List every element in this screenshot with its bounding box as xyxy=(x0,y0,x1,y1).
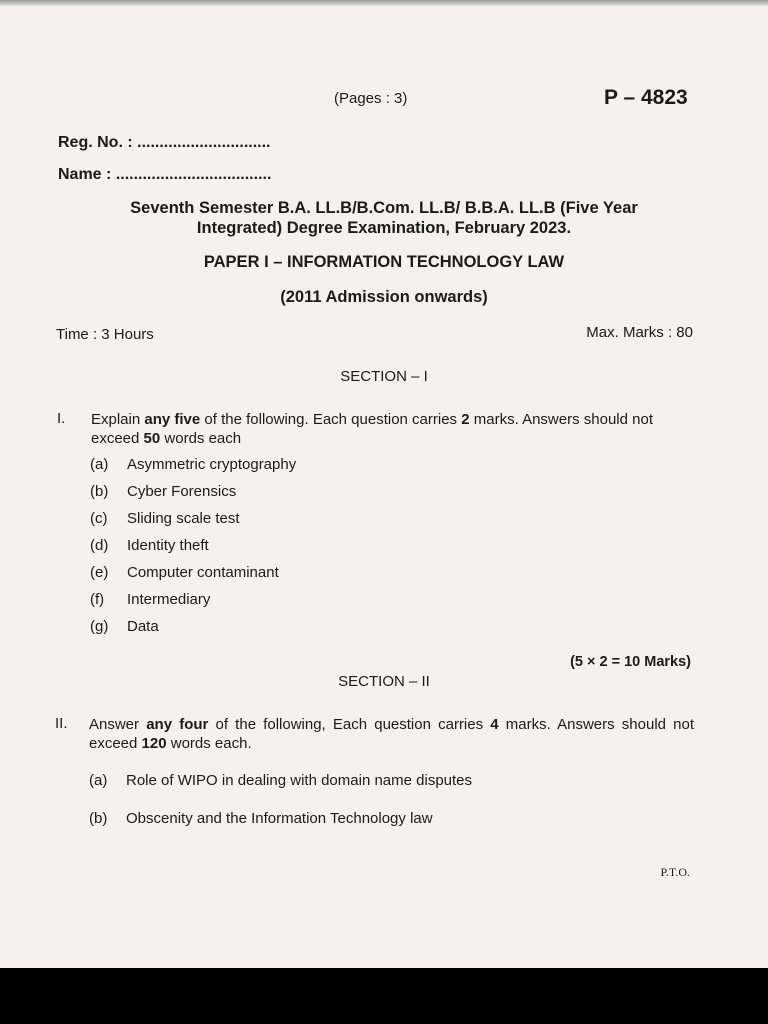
section-1-heading: SECTION – I xyxy=(340,368,428,385)
item-text: Obscenity and the Information Technology law xyxy=(126,810,433,827)
question-2-number: II. xyxy=(55,715,68,732)
question-1-number: I. xyxy=(57,410,66,427)
item-label: (g) xyxy=(90,618,109,635)
instr-emphasis: any four xyxy=(146,716,209,733)
max-marks: Max. Marks : 80 xyxy=(586,324,693,341)
item-label: (b) xyxy=(89,810,108,827)
question-1-instruction xyxy=(91,410,696,448)
item-text: Role of WIPO in dealing with domain name disputes xyxy=(126,772,473,789)
item-label: (a) xyxy=(89,772,108,789)
item-text: Cyber Forensics xyxy=(127,483,237,500)
name-label: Name : xyxy=(58,166,112,183)
name-field xyxy=(58,166,271,184)
item-text: Computer contaminant xyxy=(127,564,279,581)
scan-top-edge xyxy=(0,0,768,6)
reg-no-field xyxy=(58,134,270,152)
instr-emphasis: any five xyxy=(144,411,201,428)
admission-note: (2011 Admission onwards) xyxy=(280,288,488,306)
reg-no-dots: .............................. xyxy=(137,134,271,151)
item-label: (f) xyxy=(90,591,105,608)
item-text: Identity theft xyxy=(127,537,209,554)
page-count: (Pages : 3) xyxy=(334,90,408,107)
instr-text: of the following. Each question carries xyxy=(200,411,462,428)
instr-text: words each xyxy=(160,430,242,447)
list-item xyxy=(90,564,279,581)
instr-emphasis: 4 xyxy=(490,716,499,733)
list-item xyxy=(90,510,240,527)
please-turn-over: P.T.O. xyxy=(660,865,690,879)
list-item xyxy=(90,483,236,500)
item-label: (b) xyxy=(90,483,109,500)
list-item xyxy=(90,537,209,554)
list-item xyxy=(90,456,296,473)
list-item xyxy=(90,591,210,608)
instr-text: words each. xyxy=(166,735,252,752)
instr-emphasis: 120 xyxy=(141,735,167,752)
instr-text: marks. Answers should not exceed xyxy=(89,716,694,752)
paper-code: P – 4823 xyxy=(604,86,688,109)
item-label: (e) xyxy=(90,564,109,581)
question-2-instruction xyxy=(89,715,694,753)
list-item xyxy=(89,772,472,789)
exam-title xyxy=(58,198,710,238)
section-2-heading: SECTION – II xyxy=(338,673,430,690)
instr-text: marks. Answers should not exceed xyxy=(91,411,653,447)
section-1-marks: (5 × 2 = 10 Marks) xyxy=(570,654,691,670)
instr-text: Explain xyxy=(91,411,145,428)
time-allowed: Time : 3 Hours xyxy=(56,326,154,343)
instr-text: of the following, Each question carries xyxy=(208,716,491,733)
item-text: Asymmetric cryptography xyxy=(127,456,297,473)
instr-emphasis: 2 xyxy=(461,411,470,428)
exam-title-line1: Seventh Semester B.A. LL.B/B.Com. LL.B/ B.B.A. LL.B (Five Year xyxy=(130,199,638,217)
exam-title-line2: Integrated) Degree Examination, February 2023. xyxy=(196,219,572,237)
name-dots: ................................... xyxy=(115,166,272,183)
instr-text: Answer xyxy=(89,716,147,733)
item-text: Data xyxy=(127,618,159,635)
paper-title: PAPER I – INFORMATION TECHNOLOGY LAW xyxy=(203,253,565,271)
item-text: Sliding scale test xyxy=(127,510,240,527)
item-text: Intermediary xyxy=(127,591,211,608)
instr-emphasis: 50 xyxy=(143,430,161,447)
item-label: (a) xyxy=(90,456,109,473)
reg-no-label: Reg. No. : xyxy=(58,134,133,151)
list-item xyxy=(89,810,433,827)
item-label: (d) xyxy=(90,537,109,554)
item-label: (c) xyxy=(90,510,108,527)
list-item xyxy=(90,618,159,635)
